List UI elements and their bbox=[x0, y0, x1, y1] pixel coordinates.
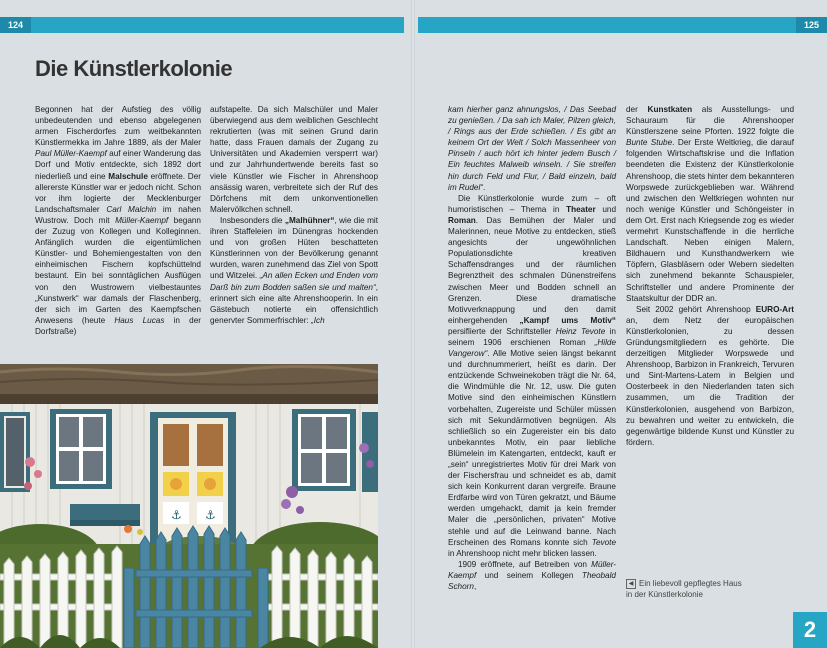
header-bar-left bbox=[0, 17, 404, 33]
paragraph: 1909 eröffnete, auf Betreiben von Müller-Kaempf und seinem Kollegen Theobald Schorn, bbox=[448, 559, 616, 592]
text-column-3 bbox=[448, 104, 616, 592]
cottage-illustration bbox=[0, 364, 378, 648]
cottage-photo bbox=[0, 364, 378, 648]
page-number-right: 125 bbox=[796, 17, 827, 33]
page-gutter bbox=[411, 0, 415, 648]
paragraph: Seit 2002 gehört Ahrenshoop EURO-Art an, dem Netz der europäischen Künstlerkolonien, zu dessen Gründungsmitgliedern es gehörte. Die derzeitigen Mitglieder Worpswede und Ahrenshoop, Barbizon in Frankreich, Tervuren und Sint-Martens-Latem in Belgien und Oosterbeek in den Niederlanden taten sich zusammen, um die Tradition der Künstlerkolonien, ausgehend von Barbizon, zu bewahren und weiter zu entwickeln, die gegenwärtige bildende Kunst und Künstler zu fördern. bbox=[626, 304, 794, 447]
paragraph: Insbesonders die „Malhühner“, wie die mit ihren Staffeleien im Dünengras hockenden und von großen Hüten beschatteten Künstlerinnen von der Bevölkerung genannt wurden, waren zunehmend das Ziel von Spott und Witzelei. „An allen Ecken und Enden vom Darß bin zum Bodden saßen sie und malten“, erinnert sich eine alte Ahrenshooperin. In ein Gästebuch notierte ein offensichtlich genervter Sommerfrischler: „Ich bbox=[210, 215, 378, 325]
arrow-left-icon: ◀ bbox=[626, 579, 636, 589]
chapter-tab: 2 bbox=[793, 612, 827, 648]
paragraph: der Kunstkaten als Ausstellungs- und Schauraum für die Ahrenshooper Künstlerszene seine Pforten. 1922 folgte die Bunte Stube. Der Erste Weltkrieg, die darauf folgenden Wirtschaftskrise und die Inflation beendeten die Existenz der Künstlerkolonie Ahrenshoop, die stets hinter dem bekannteren Worpswede zurückgeblieben war. Während und zwischen den Weltkriegen wohnten nur noch wenige Künstler und Schöngeister in dem Ort. Erst nach Kriegsende zog es wieder vermehrt Kunstschaffende in die herrliche Landschaft. Neben einigen Malern, Bildhauern und Kunsthandwerkern wie Töpfern, Glasbläsern oder Webern siedelten sich zunehmend bekannte Schauspieler, Schriftsteller und andere Prominente der Staatskultur der DDR an. bbox=[626, 105, 795, 303]
svg-text:⚓: ⚓ bbox=[205, 508, 216, 522]
paragraph: kam hierher ganz ahnungslos, / Das Seebad zu genießen. / Da sah ich Maler, Pilzen gleich, / Rings aus der Erde schießen. / Es gibt an keinem Ort der Welt / Solch Massenheer von Pinseln / auch hört ich hinter jedem Busch / Ein feuchtes Malweib winseln. / Sie streifen hin durch Feld und Flur, / Bald einzeln, bald im Rudel“. bbox=[448, 105, 616, 192]
page-number-left: 124 bbox=[0, 17, 31, 33]
paragraph: Die Künstlerkolonie wurde zum – oft humoristischen – Thema in Theater und Roman. Das Bemühen der Maler und Malerinnen, neue Motive zu entdecken, stieß angesichts der ungewöhnlichen Populationsdichte kreativen Schaffensdranges und der räumlichen Begrenztheit des schmalen Dünenstreifens zwischen Meer und Bodden schnell an Grenzen. Diese dramatische Motivverknappung und den damit einhergehenden „Kampf ums Motiv“ persiflierte der Schriftsteller Heinz Tevote in seinem 1906 erschienen Roman „Hilde Vangerow“. Alle Motive seien längst bekannt und durchnummeriert, heißt es darin. Der entzückende Schweinekoben trägt die Nr. 64, die Windmühle die Nr. 12, usw. Die guten Motive sind den einheimischen Künstlern vorbehalten, Zugereiste und Schüler müssen sich mit Sekundärmotiven begnügen. Als schließlich so ein Zugereister ein bis dato unbekanntes Motiv, ein paar liebliche Blümelein im Katengarten, entdeckt, kauft er „sein“ unregistriertes Motiv für drei Mark von der Fischersfrau und schneidet es ab, damit sich kein Konkurrent daran vergreife. Braune Erdfarbe wird von Türen gekratzt, und Bäume werden umgehackt, damit ja kein fremder Maler die „persönlichen, privaten“ Motive stehle und auf die Leinwand banne. Nach Erscheinen des Romans konnte sich Tevote in Ahrenshoop nicht mehr blicken lassen. bbox=[448, 193, 617, 558]
paragraph: Begonnen hat der Aufstieg des völlig unbedeutenden und ebenso abgelegenen armen Fischerdorfes zum weitbekannten Künstlermekka im Jahre 1889, als der Maler Paul Müller-Kaempf auf einer Wanderung das Dorf und Motiv entdeckte, sich 1892 dort niederließ und eine Malschule eröffnete. Der allererste Künstler war er jedoch nicht. Schon vor ihm logierte der Mecklenburger Landschaftsmaler Carl Malchin im nahen Wustrow. Doch mit Müller-Kaempf begann der Zuzug von Kollegen und Kolleginnen. Anfänglich wurden die eigentümlichen Künstler- und Bohemiengestalten von den einheimischen Fischern kopfschüttelnd bestaunt. Ein bei sonntäglichen Ausflügen von den Wustrowern vielbestauntes „Kunstwerk“ war damals der Flaschenberg, der sich im Garten des Kaempfschen Anwesens (heute Haus Lucas in der Dorfstraße) bbox=[35, 105, 202, 336]
svg-text:⚓: ⚓ bbox=[171, 508, 182, 522]
page-title: Die Künstlerkolonie bbox=[35, 56, 233, 81]
header-bar-right bbox=[418, 17, 827, 33]
photo-caption: ◀ Ein liebevoll gepflegtes Haus in der Künstlerkolonie bbox=[626, 579, 742, 599]
paragraph: aufstapelte. Da sich Malschüler und Maler überwiegend aus dem weiblichen Geschlecht rekrutierten (was mit seinen Grund darin hatte, dass Frauen damals der Zugang zu Universitäten und Akademien versperrt war) und zur Jahrhundertwende bereits fast so viele Künstler wie Fischer in Ahrenshoop ansässig waren, verbreitete sich der Ruf des Dörfchens mit dem unkonventionellen Malervölkchen schnell. bbox=[210, 105, 378, 214]
text-column-2 bbox=[210, 104, 378, 326]
text-column-1 bbox=[35, 104, 201, 337]
text-column-4 bbox=[626, 104, 794, 448]
